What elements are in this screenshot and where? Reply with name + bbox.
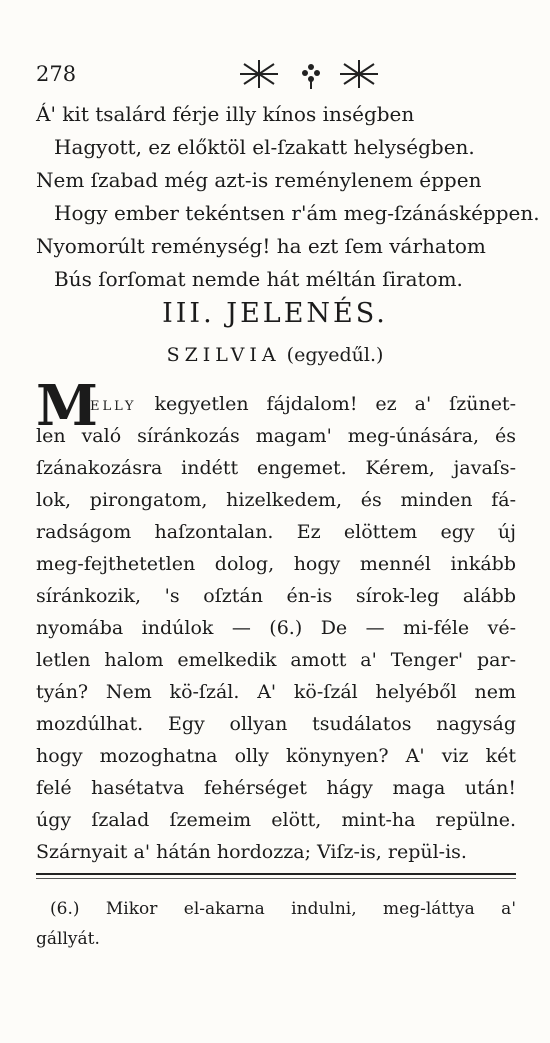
verse-line: Nyomorúlt reménység! ha ezt ſem várhatom <box>36 234 486 258</box>
speaker-heading <box>0 344 550 366</box>
prose-line: Szárnyait a' hátán hordozza; Viſz-is, repül-is. <box>36 841 467 863</box>
verse-line: Hogy ember tekéntsen r'ám meg-ſzánásképpen. <box>54 201 540 225</box>
first-word-smallcaps: ELLY <box>90 399 137 414</box>
speaker-name: SZILVIA <box>166 344 281 366</box>
prose-line: tyán? Nem kö-ſzál. A' kö-ſzál helyéből nem <box>36 681 516 703</box>
prose-line: letlen halom emelkedik amott a' Tenger' par- <box>36 649 516 671</box>
prose-line: len való síránkozás magam' meg-únására, és <box>36 425 516 447</box>
page-number: 278 <box>36 62 77 86</box>
drop-cap: M <box>36 373 98 439</box>
prose-line <box>36 388 516 420</box>
scene-title: III. JELENÉS. <box>162 298 388 329</box>
prose-line: lok, pirongatom, hizelkedem, és minden fá- <box>36 489 516 511</box>
prose-line: ſzánakozásra indétt engemet. Kérem, javaſs- <box>36 457 516 479</box>
prose-line: úgy ſzalad ſzemeim elött, mint-ha repülne. <box>36 809 516 831</box>
footnote-line: (6.) Mikor el-akarna indulni, meg-láttya a' <box>50 899 516 919</box>
verse-line: Hagyott, ez előktöl el-ſzakatt helységben. <box>54 135 475 159</box>
speaker-note: (egyedűl.) <box>286 344 384 366</box>
verse-block <box>36 98 540 296</box>
prose-line: felé hasétatva fehérséget hágy maga után! <box>36 777 516 799</box>
prose-line: nyomába indúlok — (6.) De — mi-féle vé- <box>36 617 516 639</box>
verse-line: Nem ſzabad még azt-is reménylenem éppen <box>36 168 482 192</box>
footnote-rule <box>36 873 516 875</box>
prose-line: hogy mozoghatna olly könynyen? A' viz két <box>36 745 516 767</box>
prose-line: meg-fejthetetlen dolog, hogy mennél inkább <box>36 553 516 575</box>
first-line-text: kegyetlen fájdalom! ez a' ſzünet- <box>136 393 516 415</box>
prose-block <box>36 388 516 868</box>
prose-line: radságom haſzontalan. Ez elöttem egy új <box>36 521 516 543</box>
floral-ornament-icon <box>236 56 386 92</box>
footnote <box>36 894 516 954</box>
page-header <box>36 56 514 92</box>
prose-line: mozdúlhat. Egy ollyan tsudálatos nagyság <box>36 713 516 735</box>
verse-line: Á' kit tsalárd férje illy kínos inségben <box>36 102 415 126</box>
prose-line: síránkozik, 's oſztán én-is sírok-leg alább <box>36 585 516 607</box>
verse-line: Bús ſorſomat nemde hát méltán ſiratom. <box>54 267 463 291</box>
footnote-line: gállyát. <box>36 929 100 949</box>
footnote-rule-thin <box>36 878 516 879</box>
